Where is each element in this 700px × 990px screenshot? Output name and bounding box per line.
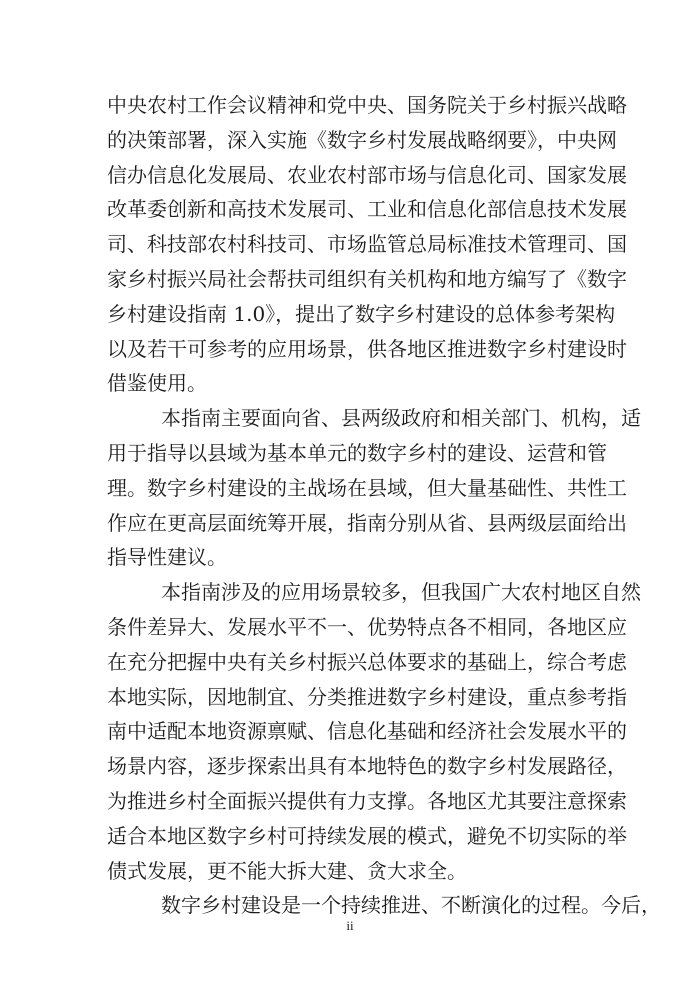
text-line: 作应在更高层面统筹开展，指南分别从省、县两级层面给出 (107, 510, 627, 535)
text-line: 场景内容，逐步探索出具有本地特色的数字乡村发展路径， (107, 754, 627, 779)
text-line: 的决策部署，深入实施《数字乡村发展战略纲要》，中央网 (107, 127, 617, 152)
text-line: 改革委创新和高技术发展司、工业和信息化部信息技术发展 (107, 197, 627, 222)
text-line: 指导性建议。 (107, 545, 227, 570)
text-line: 中央农村工作会议精神和党中央、国务院关于乡村振兴战略 (107, 93, 627, 117)
page-number: ii (346, 918, 354, 933)
text-line: 在充分把握中央有关乡村振兴总体要求的基础上，综合考虑 (107, 649, 627, 674)
text-line: 适合本地区数字乡村可持续发展的模式，避免不切实际的举 (107, 823, 627, 848)
document-body (107, 88, 661, 923)
text-line: 为推进乡村全面振兴提供有力支撑。各地区尤其要注意探索 (107, 788, 627, 813)
paragraph (107, 88, 627, 401)
text-line: 债式发展，更不能大拆大建、贪大求全。 (107, 858, 467, 883)
paragraph (107, 575, 641, 888)
paragraph (107, 401, 641, 575)
text-line: 乡村建设指南 1.0》，提出了数字乡村建设的总体参考架构 (107, 301, 616, 326)
text-line: 用于指导以县域为基本单元的数字乡村的建设、运营和管 (107, 440, 607, 465)
text-line: 本指南主要面向省、县两级政府和相关部门、机构，适 (161, 406, 641, 431)
text-line: 条件差异大、发展水平不一、优势特点各不相同，各地区应 (107, 614, 627, 639)
text-line: 本指南涉及的应用场景较多，但我国广大农村地区自然 (161, 580, 641, 605)
text-line: 家乡村振兴局社会帮扶司组织有关机构和地方编写了《数字 (107, 266, 627, 291)
text-line: 理。数字乡村建设的主战场在县域，但大量基础性、共性工 (107, 475, 627, 500)
text-line: 数字乡村建设是一个持续推进、不断演化的过程。今后， (161, 893, 661, 918)
text-line: 以及若干可参考的应用场景，供各地区推进数字乡村建设时 (107, 336, 627, 361)
text-line: 司、科技部农村科技司、市场监管总局标准技术管理司、国 (107, 232, 627, 257)
text-line: 信办信息化发展局、农业农村部市场与信息化司、国家发展 (107, 162, 627, 187)
text-line: 南中适配本地资源禀赋、信息化基础和经济社会发展水平的 (107, 719, 627, 744)
text-line: 借鉴使用。 (107, 371, 207, 396)
text-line: 本地实际，因地制宜、分类推进数字乡村建设，重点参考指 (107, 684, 627, 709)
